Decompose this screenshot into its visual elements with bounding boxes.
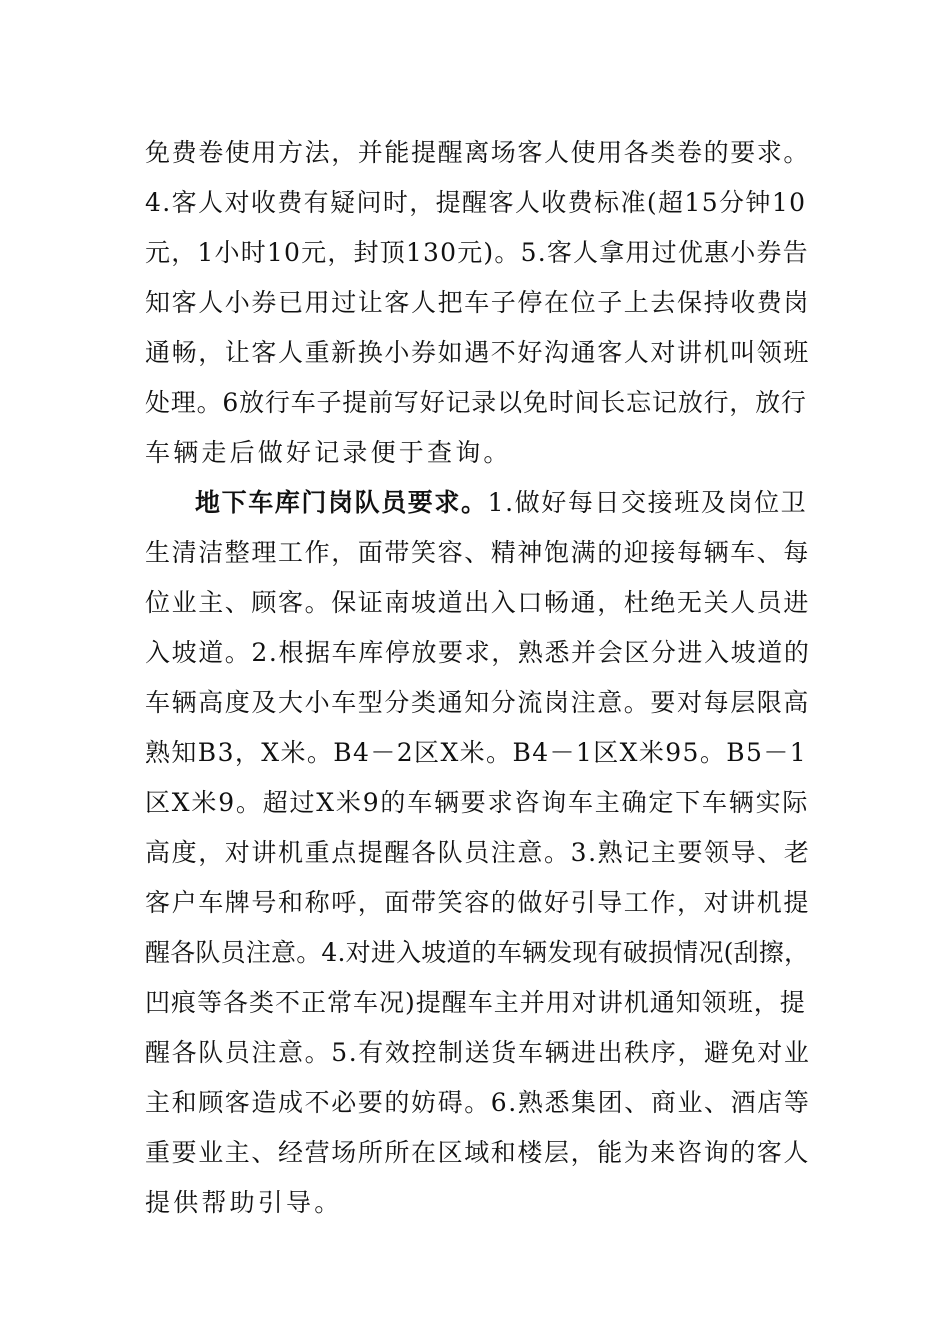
text-span: 1.做好每日交接班及岗位卫	[487, 488, 808, 517]
text-line: 入坡道。2.根据车库停放要求，熟悉并会区分进入坡道的	[145, 638, 811, 667]
paragraph-first-line	[195, 483, 809, 523]
text-line: 主和顾客造成不必要的妨碍。6.熟悉集团、商业、酒店等	[145, 1088, 811, 1117]
text-line: 4.客人对收费有疑问时，提醒客人收费标准(超15分钟10	[145, 188, 807, 217]
text-line: 凹痕等各类不正常车况)提醒车主并用对讲机通知领班，提	[145, 988, 806, 1017]
text-line: 提供帮助引导。	[145, 1188, 343, 1217]
text-line: 免费卷使用方法，并能提醒离场客人使用各类卷的要求。	[145, 138, 811, 167]
text-line: 通畅，让客人重新换小券如遇不好沟通客人对讲机叫领班	[145, 338, 811, 367]
text-line: 醒各队员注意。4.对进入坡道的车辆发现有破损情况(刮擦，	[145, 938, 810, 967]
text-line: 位业主、顾客。保证南坡道出入口畅通，杜绝无关人员进	[145, 588, 811, 617]
text-line: 车辆走后做好记录便于查询。	[145, 438, 512, 467]
text-line: 元，1小时10元，封顶130元)。5.客人拿用过优惠小券告	[145, 238, 809, 267]
text-line: 区X米9。超过X米9的车辆要求咨询车主确定下车辆实际	[145, 788, 810, 817]
text-line: 重要业主、经营场所所在区域和楼层，能为来咨询的客人	[145, 1138, 811, 1167]
text-line: 知客人小券已用过让客人把车子停在位子上去保持收费岗	[145, 288, 811, 317]
text-line: 处理。6放行车子提前写好记录以免时间长忘记放行，放行	[145, 388, 807, 417]
text-line: 生清洁整理工作，面带笑容、精神饱满的迎接每辆车、每	[145, 538, 811, 567]
text-line: 客户车牌号和称呼，面带笑容的做好引导工作，对讲机提	[145, 888, 811, 917]
text-line: 高度，对讲机重点提醒各队员注意。3.熟记主要领导、老	[145, 838, 811, 867]
section-heading: 地下车库门岗队员要求。	[195, 488, 488, 517]
text-line: 醒各队员注意。5.有效控制送货车辆进出秩序，避免对业	[145, 1038, 811, 1067]
text-line: 车辆高度及大小车型分类通知分流岗注意。要对每层限高	[145, 688, 811, 717]
text-line: 熟知B3，X米。B4－2区X米。B4－1区X米95。B5－1	[145, 738, 808, 767]
